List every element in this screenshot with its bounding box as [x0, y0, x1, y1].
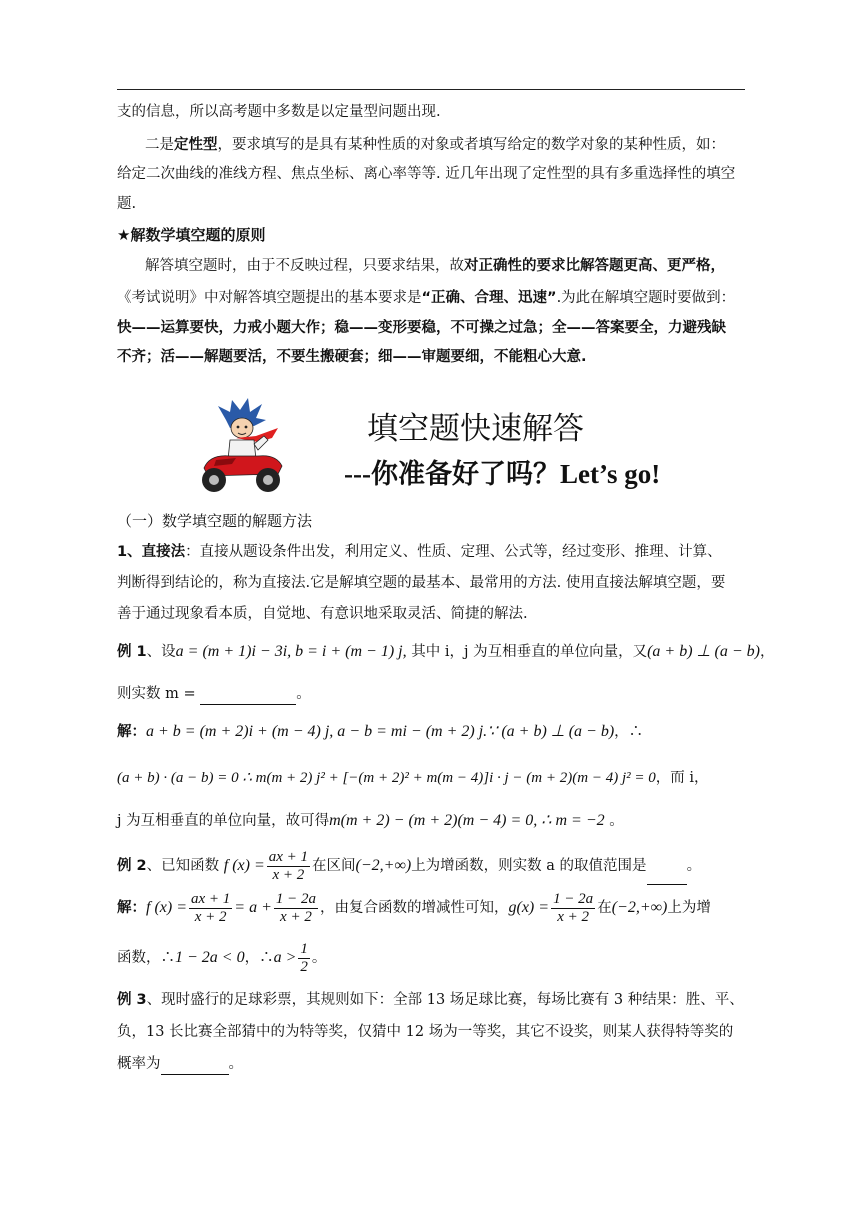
principles-line-3: 快——运算要快，力戒小题大作；稳——变形要稳，不可操之过急；全——答案要全，力避残缺: [117, 320, 726, 336]
example1-solution-2: (a + b) · (a − b) = 0 ∴ m(m + 2) j² + [−(m + 2)² + m(m − 4)]i · j − (m + 2)(m − 4) j² = 0，而 i，: [117, 770, 709, 786]
example3-line-2: 负，13 长比赛全部猜中的为特等奖，仅猜中 12 场为一等奖，其它不设奖，则某人获得特等奖的: [117, 1024, 734, 1040]
principles-line-4: 不齐；活——解题要活，不要生搬硬套；细——审题要细，不能粗心大意.: [117, 349, 587, 365]
principles-line-1: 解答填空题时，由于不反映过程，只要求结果，故对正确性的要求比解答题更高、更严格，: [145, 258, 725, 274]
banner-subtitle: ---你准备好了吗？Let’s go!: [344, 459, 661, 489]
intro-line-3: 给定二次曲线的准线方程、焦点坐标、离心率等等. 近几年出现了定性型的具有多重选择性的填空: [117, 166, 736, 182]
intro-line-1: 支的信息，所以高考题中多数是以定量型问题出现.: [117, 104, 441, 120]
intro-line-2: 二是定性型，要求填写的是具有某种性质的对象或者填写给定的数学对象的某种性质，如：: [145, 137, 725, 153]
example1-solution-3: j 为互相垂直的单位向量，故可得m(m + 2) − (m + 2)(m − 4) = 0, ∴ m = −2 。: [117, 812, 624, 829]
fraction: $\frac{ax + 1}{x + 2}$: [268, 848, 309, 883]
example1-line-2: 则实数 m = 。: [117, 684, 311, 705]
method-line-3: 善于通过现象看本质，自觉地、有意识地采取灵活、简捷的解法.: [117, 606, 528, 622]
example3-line-1: 例 3、现时盛行的足球彩票，其规则如下：全部 13 场足球比赛，每场比赛有 3 种结果：胜、平、: [117, 992, 744, 1008]
example1-line-1: 例 1、设a = (m + 1)i − 3i, b = i + (m − 1) j, 其中 i，j 为互相垂直的单位向量，又(a + b) ⊥ (a − b)，: [117, 643, 775, 660]
intro-line-4: 题.: [117, 196, 137, 212]
example3-line-3: 概率为 。: [117, 1054, 243, 1075]
direct-method-label: 1、直接法: [117, 544, 186, 560]
principles-heading: ★解数学填空题的原则: [117, 226, 266, 244]
header-rule: [117, 89, 745, 90]
example1-vector-defs: a = (m + 1)i − 3i, b = i + (m − 1) j,: [175, 643, 407, 660]
section-heading: （一）数学填空题的解题方法: [117, 512, 313, 530]
motorcycle-rider-illustration: [196, 398, 286, 496]
example2-solution-2: 函数，∴1 − 2a < 0，∴a > $\frac{1}{2}$ 。: [117, 940, 327, 975]
answer-blank: [161, 1054, 229, 1075]
qualitative-type-term: 定性型: [174, 137, 218, 153]
answer-blank: [647, 848, 687, 885]
banner-title: 填空题快速解答: [367, 411, 584, 447]
method-line-1: 1、直接法：直接从题设条件出发，利用定义、性质、定理、公式等，经过变形、推理、计算、: [117, 544, 722, 560]
answer-blank: [200, 684, 296, 705]
method-line-2: 判断得到结论的，称为直接法.它是解填空题的最基本、最常用的方法. 使用直接法解填空题，要: [117, 575, 726, 591]
example1-solution-1: 解：a + b = (m + 2)i + (m − 4) j, a − b = mi − (m + 2) j.∵ (a + b) ⊥ (a − b)，∴: [117, 723, 644, 740]
example2-line-1: 例 2、已知函数 f (x) = $\frac{ax + 1}{x + 2}$ 在区间(−2,+∞)上为增函数，则实数 a 的取值范围是 。: [117, 848, 701, 885]
example2-solution-1: 解：f (x) = $\frac{ax + 1}{x + 2}$ = a + $\frac{1 - 2a}{x + 2}$ ，由复合函数的增减性可知，g(x) = $\frac{1 - 2a}{x + 2}$ 在(−2,+∞)上为增: [117, 890, 711, 925]
principles-line-2: 《考试说明》中对解答填空题提出的基本要求是“正确、合理、迅速”.为此在解填空题时要做到：: [117, 290, 736, 306]
